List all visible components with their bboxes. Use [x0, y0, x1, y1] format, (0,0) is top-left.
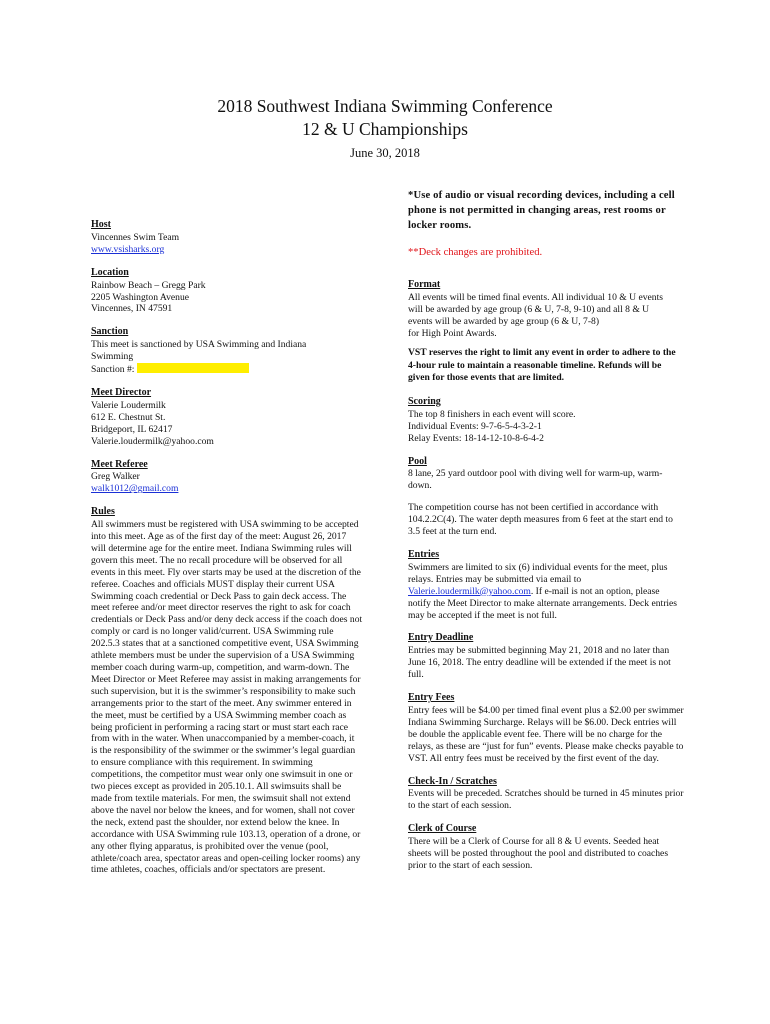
format-line: All events will be timed final events. All individual 10 & U events — [408, 291, 663, 303]
check-in-text: Events will be preceded. Scratches should be turned in 45 minutes prior to the start of each session. — [408, 788, 684, 812]
host-name: Vincennes Swim Team — [91, 231, 180, 243]
location-heading: Location — [91, 266, 129, 278]
sanction-number-highlight — [137, 363, 249, 373]
pool-section — [408, 456, 684, 538]
entries-text-before: Swimmers are limited to six (6) individual events for the meet, plus relays. Entries may be submitted via email to — [408, 561, 668, 585]
sanction-section — [91, 326, 363, 376]
meet-director-line: 612 E. Chestnut St. — [91, 411, 166, 423]
entries-email-link[interactable]: Valerie.loudermilk@yahoo.com — [408, 585, 531, 597]
meet-director-email: Valerie.loudermilk@yahoo.com — [91, 435, 214, 447]
host-website-link[interactable]: www.vsisharks.org — [91, 243, 165, 255]
format-line: will be awarded by age group (6 & U, 7-8, 9-10) and all 8 & U — [408, 303, 650, 315]
meet-referee-section — [91, 459, 363, 496]
meet-referee-email-link[interactable]: walk1012@gmail.com — [91, 483, 179, 495]
format-line: for High Point Awards. — [408, 327, 497, 339]
clerk-heading: Clerk of Course — [408, 823, 477, 835]
sanction-heading: Sanction — [91, 326, 129, 338]
deck-changes-notice: **Deck changes are prohibited. — [408, 247, 543, 258]
sanction-text: This meet is sanctioned by USA Swimming and Indiana Swimming — [91, 339, 307, 363]
entries-heading: Entries — [408, 549, 440, 560]
entries-text-after: . If e-mail is not an option, please notify the Meet Director to make alternate arrangements. Deck entries may be accepted if the meet is not full. — [408, 585, 678, 621]
location-line: Vincennes, IN 47591 — [91, 303, 173, 315]
entry-fees-text: Entry fees will be $4.00 per timed final event plus a $2.00 per swimmer Indiana Swimming Surcharge. Relays will be $6.00. Deck entries will be double the applicable event fee. There will be no charge for the relays, as these are “just for fun” events. Please make checks payable to VST. All entry fees must be received by the first event of the day. — [408, 704, 684, 764]
right-column — [408, 188, 684, 883]
scoring-heading: Scoring — [408, 395, 441, 407]
sanction-number-label: Sanction #: — [91, 364, 135, 376]
location-line: Rainbow Beach – Gregg Park — [91, 279, 206, 291]
clerk-section — [408, 823, 684, 872]
pool-course-text: The competition course has not been certified in accordance with 104.2.2C(4). The water depth measures from 6 feet at the start end to 3.5 feet at the turn end. — [408, 502, 673, 538]
location-line: 2205 Washington Avenue — [91, 291, 189, 303]
meet-referee-heading: Meet Referee — [91, 458, 148, 470]
format-limit-notice: VST reserves the right to limit any event in order to adhere to the 4-hour rule to maintain a reasonable timeline. Refunds will be given for those events that are limited. — [408, 347, 676, 384]
scoring-line: Individual Events: 9-7-6-5-4-3-2-1 — [408, 420, 542, 432]
scoring-line: Relay Events: 18-14-12-10-8-6-4-2 — [408, 432, 544, 444]
check-in-section — [408, 776, 684, 813]
entry-fees-heading: Entry Fees — [408, 692, 455, 704]
left-column — [91, 219, 363, 887]
host-section — [91, 219, 363, 256]
entries-section — [408, 549, 684, 621]
format-section — [408, 279, 684, 385]
entry-deadline-text: Entries may be submitted beginning May 21, 2018 and no later than June 16, 2018. The entry deadline will be extended if the meet is not full. — [408, 645, 671, 681]
rules-text: All swimmers must be registered with USA swimming to be accepted into this meet. Age as of the first day of the meet: August 26, 2017 will determine age for the entire meet. Indiana Swimming rules will govern this meet. The no recall procedure will be observed for all events in this meet. Fly over starts may be used at the discretion of the referee. Coaches and officials MUST display their current USA Swimming coach credential or Deck Pass to gain deck access. The meet referee and/or meet director reserves the right to ask for coach credentials or Deck Pass and/or deny deck access if the coach does not comply or card is no longer valid/current. USA Swimming rule 202.5.3 states that at a sanctioned competitive event, USA Swimming athlete members must be under the supervision of a USA Swimming member coach during warm-up, competition, and warm-down. The Meet Director or Meet Referee may assist in making arrangements for such supervision, but it is the swimmer’s responsibility to make such arrangements prior to the start of the meet. Any swimmer entered in the meet, must be certified by a USA Swimming member coach as being proficient in performing a racing start or must start each race from with in the water. When unaccompanied by a member-coach, it is the responsibility of the swimmer or the swimmer’s legal guardian to ensure compliance with this requirement. In swimming competitions, the competitor must wear only one swimsuit in one or two pieces except as provided in 205.10.1. All swimsuits shall be made from textile materials. For men, the swimsuit shall not extend above the navel nor below the knees, and for women, shall not cover the neck, extend past the shoulder, nor extend below the knee. In accordance with USA Swimming rule 103.13, operation of a drone, or any other flying apparatus, is prohibited over the venue (pool, athlete/coach area, spectator areas and open-ceiling locker rooms) any time athletes, coaches, officials and/or spectators are present. — [91, 519, 363, 876]
meet-date: June 30, 2018 — [350, 146, 420, 160]
meet-director-line: Bridgeport, IL 62417 — [91, 423, 173, 435]
meet-director-heading: Meet Director — [91, 386, 152, 398]
pool-heading: Pool — [408, 455, 427, 467]
entry-fees-section — [408, 692, 684, 764]
entries-text — [408, 562, 684, 622]
page-subtitle: 12 & U Championships — [302, 119, 468, 139]
rules-section — [91, 506, 363, 876]
location-section — [91, 267, 363, 316]
meet-referee-name: Greg Walker — [91, 471, 140, 483]
host-heading: Host — [91, 219, 111, 230]
recording-notice: *Use of audio or visual recording devices, including a cell phone is not permitted in changing areas, rest rooms or locker rooms. — [408, 190, 675, 231]
meet-director-line: Valerie Loudermilk — [91, 399, 166, 411]
scoring-section — [408, 396, 684, 445]
entry-deadline-heading: Entry Deadline — [408, 632, 474, 644]
format-line: events will be awarded by age group (6 & U, 7-8) — [408, 315, 600, 327]
document-header — [0, 95, 770, 162]
clerk-text: There will be a Clerk of Course for all 8 & U events. Seeded heat sheets will be posted throughout the pool and distributed to coaches prior to the start of each session. — [408, 836, 669, 871]
entry-deadline-section — [408, 632, 684, 681]
page-title: 2018 Southwest Indiana Swimming Conference — [217, 96, 553, 116]
scoring-line: The top 8 finishers in each event will score. — [408, 408, 576, 420]
pool-text: 8 lane, 25 yard outdoor pool with diving well for warm-up, warm-down. — [408, 468, 663, 492]
meet-director-section — [91, 387, 363, 448]
format-heading: Format — [408, 278, 441, 290]
check-in-heading: Check-In / Scratches — [408, 775, 497, 787]
rules-heading: Rules — [91, 506, 115, 518]
